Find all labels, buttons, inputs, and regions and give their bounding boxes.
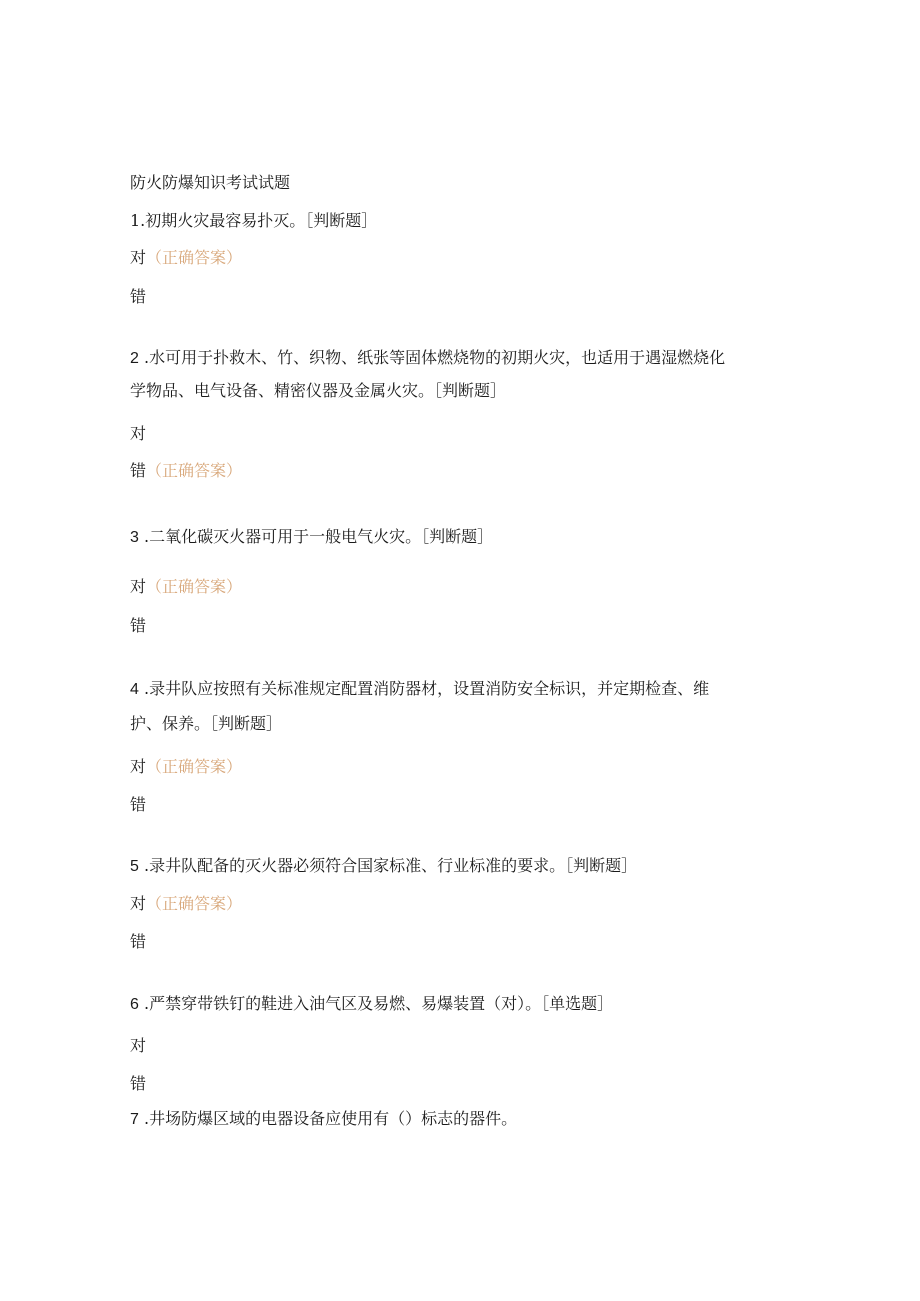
option-label: 错 <box>130 461 147 480</box>
option-label: 对 <box>130 757 147 776</box>
question-7-text <box>130 1109 517 1130</box>
correct-answer-mark: （正确答案） <box>146 894 243 913</box>
question-6-text <box>130 994 613 1015</box>
question-number: 7 <box>130 1111 139 1128</box>
question-1-text <box>130 211 377 231</box>
question-number: 5 <box>130 858 139 875</box>
question-number: 2 <box>130 350 139 367</box>
question-number: 6 <box>130 996 139 1013</box>
correct-answer-mark: （正确答案） <box>146 757 243 776</box>
option-label: 错 <box>130 1074 147 1093</box>
option-row[interactable] <box>130 795 146 815</box>
option-row[interactable] <box>130 424 146 444</box>
option-row[interactable] <box>130 287 146 307</box>
correct-answer-mark: （正确答案） <box>146 577 243 596</box>
question-3-text <box>130 527 493 548</box>
question-2-text-cont: 学物品、电气设备、精密仪器及金属火灾。［判断题］ <box>130 381 507 400</box>
option-label: 对 <box>130 1036 147 1055</box>
option-row[interactable] <box>130 894 242 914</box>
option-row[interactable] <box>130 757 242 777</box>
option-label: 对 <box>130 424 147 443</box>
option-label: 对 <box>130 248 147 267</box>
option-row[interactable] <box>130 932 146 952</box>
correct-answer-mark: （正确答案） <box>146 248 243 267</box>
option-label: 错 <box>130 795 147 814</box>
correct-answer-mark: （正确答案） <box>146 461 243 480</box>
option-row[interactable] <box>130 248 242 268</box>
option-row[interactable] <box>130 1074 146 1094</box>
option-row[interactable] <box>130 1036 146 1056</box>
option-label: 错 <box>130 932 147 951</box>
option-label: 对 <box>130 577 147 596</box>
question-line: 初期火灾最容易扑灭。［判断题］ <box>145 211 378 230</box>
question-number: 4 <box>130 681 139 698</box>
document-title: 防火防爆知识考试试题 <box>130 173 291 192</box>
question-number: 3 <box>130 529 139 546</box>
option-label: 错 <box>130 287 147 306</box>
question-line: .井场防爆区域的电器设备应使用有（）标志的器件。 <box>138 1109 518 1128</box>
option-row[interactable] <box>130 616 146 636</box>
option-label: 对 <box>130 894 147 913</box>
question-line: .严禁穿带铁钉的鞋进入油气区及易燃、易爆装置（对）。［单选题］ <box>138 994 614 1013</box>
question-4-text-cont: 护、保养。［判断题］ <box>130 714 283 733</box>
question-line: .录井队应按照有关标准规定配置消防器材，设置消防安全标识，并定期检查、维 <box>138 679 710 698</box>
question-4-text <box>130 679 709 700</box>
option-label: 错 <box>130 616 147 635</box>
option-row[interactable] <box>130 461 242 481</box>
question-2-text <box>130 348 725 369</box>
option-row[interactable] <box>130 577 242 597</box>
question-5-text <box>130 856 637 877</box>
question-line: .水可用于扑救木、竹、织物、纸张等固体燃烧物的初期火灾，也适用于遇湿燃烧化 <box>138 348 726 367</box>
question-line: .二氧化碳灭火器可用于一般电气火灾。［判断题］ <box>138 527 494 546</box>
question-line: .录井队配备的灭火器必须符合国家标准、行业标准的要求。［判断题］ <box>138 856 638 875</box>
question-number: 1. <box>130 211 146 230</box>
